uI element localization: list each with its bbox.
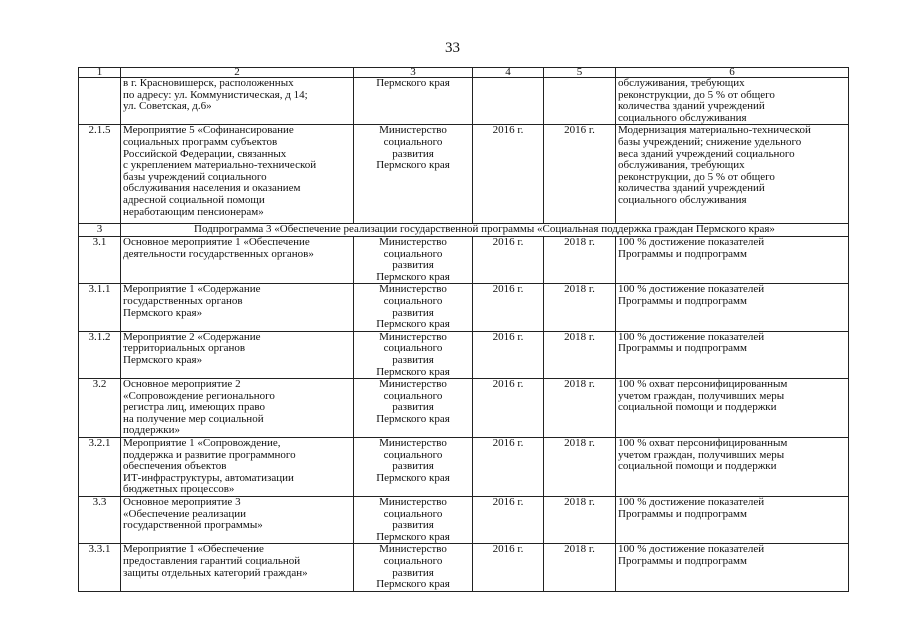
expected-result: 100 % достижение показателей Программы и подпрограмм bbox=[616, 497, 849, 544]
end-date: 2018 г. bbox=[544, 331, 616, 378]
row-number: 3.1.1 bbox=[79, 284, 121, 331]
executor: Министерство социального развития Пермского края bbox=[354, 438, 473, 497]
row-number: 3.1.2 bbox=[79, 331, 121, 378]
activity-name: Мероприятие 1 «Содержание государственных органов Пермского края» bbox=[121, 284, 354, 331]
start-date: 2016 г. bbox=[473, 236, 544, 283]
executor: Министерство социального развития Пермского края bbox=[354, 544, 473, 591]
expected-result: 100 % достижение показателей Программы и подпрограмм bbox=[616, 331, 849, 378]
end-date: 2018 г. bbox=[544, 544, 616, 591]
table-row bbox=[79, 497, 849, 544]
table-row bbox=[79, 438, 849, 497]
table-row bbox=[79, 284, 849, 331]
start-date: 2016 г. bbox=[473, 125, 544, 224]
end-date: 2018 г. bbox=[544, 379, 616, 438]
table-row bbox=[79, 78, 849, 125]
start-date bbox=[473, 78, 544, 125]
expected-result: 100 % достижение показателей Программы и подпрограмм bbox=[616, 236, 849, 283]
expected-result: 100 % охват персонифицированным учетом граждан, получивших меры социальной помощи и поддержки bbox=[616, 379, 849, 438]
row-number: 3.3 bbox=[79, 497, 121, 544]
executor: Министерство социального развития Пермского края bbox=[354, 125, 473, 224]
subprogram-title: Подпрограмма 3 «Обеспечение реализации государственной программы «Социальная поддержка граждан Пермского края» bbox=[121, 224, 849, 237]
executor: Министерство социального развития Пермского края bbox=[354, 236, 473, 283]
executor: Министерство социального развития Пермского края bbox=[354, 331, 473, 378]
activity-name: Основное мероприятие 1 «Обеспечение деятельности государственных органов» bbox=[121, 236, 354, 283]
activity-name: Основное мероприятие 3 «Обеспечение реализации государственной программы» bbox=[121, 497, 354, 544]
column-header: 1 bbox=[79, 68, 121, 78]
start-date: 2016 г. bbox=[473, 331, 544, 378]
column-header: 3 bbox=[354, 68, 473, 78]
activity-name: Мероприятие 2 «Содержание территориальных органов Пермского края» bbox=[121, 331, 354, 378]
end-date bbox=[544, 78, 616, 125]
activity-name: Основное мероприятие 2 «Сопровождение регионального регистра лиц, имеющих право на получение мер социальной поддержки» bbox=[121, 379, 354, 438]
end-date: 2016 г. bbox=[544, 125, 616, 224]
executor: Министерство социального развития Пермского края bbox=[354, 497, 473, 544]
executor: Министерство социального развития Пермского края bbox=[354, 379, 473, 438]
row-number: 3.2.1 bbox=[79, 438, 121, 497]
start-date: 2016 г. bbox=[473, 544, 544, 591]
expected-result: 100 % достижение показателей Программы и подпрограмм bbox=[616, 544, 849, 591]
row-number: 2.1.5 bbox=[79, 125, 121, 224]
row-number bbox=[79, 78, 121, 125]
column-header: 5 bbox=[544, 68, 616, 78]
row-number: 3.2 bbox=[79, 379, 121, 438]
page-number: 33 bbox=[445, 40, 460, 56]
column-header: 4 bbox=[473, 68, 544, 78]
activity-name: Мероприятие 1 «Сопровождение, поддержка и развитие программного обеспечения объектов ИТ-инфраструктуры, автоматизации бюджетных процессов» bbox=[121, 438, 354, 497]
start-date: 2016 г. bbox=[473, 438, 544, 497]
column-header: 2 bbox=[121, 68, 354, 78]
executor: Министерство социального развития Пермского края bbox=[354, 284, 473, 331]
start-date: 2016 г. bbox=[473, 284, 544, 331]
expected-result: 100 % достижение показателей Программы и подпрограмм bbox=[616, 284, 849, 331]
start-date: 2016 г. bbox=[473, 379, 544, 438]
table-row bbox=[79, 379, 849, 438]
activity-name: в г. Красновишерск, расположенных по адресу: ул. Коммунистическая, д 14; ул. Советская, д.6» bbox=[121, 78, 354, 125]
executor: Пермского края bbox=[354, 78, 473, 125]
expected-result: 100 % охват персонифицированным учетом граждан, получивших меры социальной помощи и поддержки bbox=[616, 438, 849, 497]
row-number: 3.3.1 bbox=[79, 544, 121, 591]
table-row bbox=[79, 236, 849, 283]
expected-result: обслуживания, требующих реконструкции, до 5 % от общего количества зданий учреждений социального обслуживания bbox=[616, 78, 849, 125]
subprogram-number: 3 bbox=[79, 224, 121, 237]
table-row bbox=[79, 331, 849, 378]
end-date: 2018 г. bbox=[544, 284, 616, 331]
table-row bbox=[79, 544, 849, 591]
table-row bbox=[79, 125, 849, 224]
start-date: 2016 г. bbox=[473, 497, 544, 544]
end-date: 2018 г. bbox=[544, 438, 616, 497]
table-header-row bbox=[79, 68, 849, 78]
subprogram-row bbox=[79, 224, 849, 237]
program-table bbox=[78, 67, 849, 592]
end-date: 2018 г. bbox=[544, 497, 616, 544]
end-date: 2018 г. bbox=[544, 236, 616, 283]
row-number: 3.1 bbox=[79, 236, 121, 283]
activity-name: Мероприятие 1 «Обеспечение предоставления гарантий социальной защиты отдельных категорий граждан» bbox=[121, 544, 354, 591]
expected-result: Модернизация материально-технической базы учреждений; снижение удельного веса зданий учреждений социального обслуживания, требующих реконструкции, до 5 % от общего количества зданий учреждений социального обслуживания bbox=[616, 125, 849, 224]
column-header: 6 bbox=[616, 68, 849, 78]
activity-name: Мероприятие 5 «Софинансирование социальных программ субъектов Российской Федерации, связанных с укреплением материально-технической базы учреждений социального обслуживания населения и оказанием адресной социальной помощи неработающим пенсионерам» bbox=[121, 125, 354, 224]
